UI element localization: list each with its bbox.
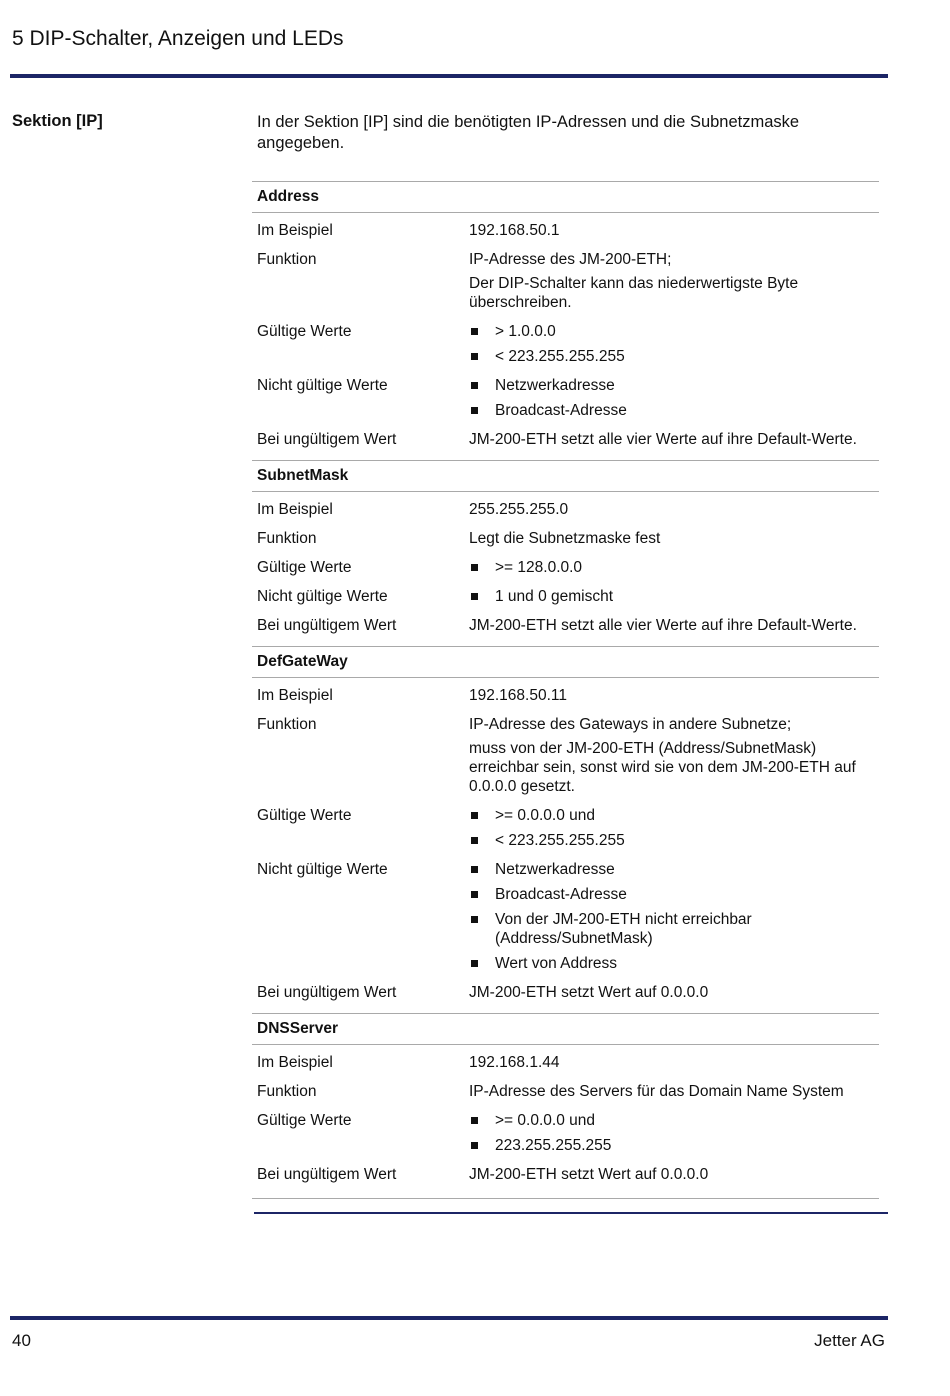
parameter-row	[252, 496, 879, 525]
parameter-row-label: Nicht gültige Werte	[257, 588, 388, 605]
parameter-row-label: Bei ungültigem Wert	[257, 1166, 397, 1183]
parameter-row	[252, 525, 879, 554]
parameter-row-label: Nicht gültige Werte	[257, 861, 388, 878]
parameter-row	[252, 856, 879, 979]
parameter-row-value	[469, 1111, 879, 1155]
parameter-row	[252, 612, 879, 641]
bullet-text: >= 0.0.0.0 und	[495, 1112, 595, 1129]
page-number: 40	[12, 1331, 31, 1350]
parameter-group-title: SubnetMask	[252, 460, 879, 492]
parameter-row	[252, 217, 879, 246]
parameter-row-value	[469, 1082, 879, 1101]
square-bullet-icon	[471, 866, 478, 873]
bullet-item	[469, 910, 879, 948]
bullet-item	[469, 401, 879, 420]
parameter-row-label: Funktion	[257, 251, 317, 268]
parameter-row	[252, 554, 879, 583]
square-bullet-icon	[471, 564, 478, 571]
parameter-group-title: DNSServer	[252, 1013, 879, 1045]
parameter-row-value	[469, 616, 879, 635]
parameter-row	[252, 979, 879, 1008]
bullet-item	[469, 831, 879, 850]
parameter-row-value	[469, 1053, 879, 1072]
parameter-row-label: Funktion	[257, 716, 317, 733]
parameter-row-label: Funktion	[257, 530, 317, 547]
square-bullet-icon	[471, 812, 478, 819]
section-label: Sektion [IP]	[12, 112, 103, 130]
parameter-row-label: Nicht gültige Werte	[257, 377, 388, 394]
value-paragraph: JM-200-ETH setzt Wert auf 0.0.0.0	[469, 984, 709, 1001]
value-paragraph: 255.255.255.0	[469, 501, 569, 518]
parameter-row-label: Im Beispiel	[257, 687, 333, 704]
parameter-row	[252, 1107, 879, 1161]
bullet-text: Broadcast-Adresse	[495, 402, 627, 419]
parameter-row	[252, 372, 879, 426]
parameter-row	[252, 1161, 879, 1190]
footer-divider	[10, 1316, 888, 1320]
parameter-row-value	[469, 558, 879, 577]
parameter-table	[252, 181, 879, 1195]
value-paragraph: 192.168.50.1	[469, 222, 560, 239]
bullet-text: 223.255.255.255	[495, 1137, 612, 1154]
parameter-row-value	[469, 322, 879, 366]
bullet-item	[469, 806, 879, 825]
parameter-row-label: Bei ungültigem Wert	[257, 984, 397, 1001]
parameter-row-label: Gültige Werte	[257, 807, 352, 824]
bullet-text: Wert von Address	[495, 955, 618, 972]
parameter-group-body	[252, 492, 879, 646]
parameter-row-value	[469, 715, 879, 796]
parameter-group-title: DefGateWay	[252, 646, 879, 678]
bullet-item	[469, 322, 879, 341]
table-bottom-border	[252, 1198, 879, 1199]
square-bullet-icon	[471, 837, 478, 844]
parameter-row-value	[469, 221, 879, 240]
value-paragraph: JM-200-ETH setzt alle vier Werte auf ihre Default-Werte.	[469, 617, 857, 634]
square-bullet-icon	[471, 407, 478, 414]
parameter-row-value	[469, 860, 879, 973]
parameter-row-label: Im Beispiel	[257, 1054, 333, 1071]
parameter-row	[252, 426, 879, 455]
parameter-row	[252, 711, 879, 802]
value-paragraph: IP-Adresse des JM-200-ETH;	[469, 251, 672, 268]
bullet-text: >= 0.0.0.0 und	[495, 807, 595, 824]
parameter-group-title: Address	[252, 181, 879, 213]
bullet-item	[469, 1111, 879, 1130]
parameter-row-value	[469, 587, 879, 606]
value-paragraph: muss von der JM-200-ETH (Address/SubnetMask) erreichbar sein, sonst wird sie von dem JM-200-ETH auf 0.0.0.0 gesetzt.	[469, 740, 856, 795]
parameter-row-value	[469, 430, 879, 449]
parameter-group-body	[252, 678, 879, 1013]
parameter-row-label: Im Beispiel	[257, 222, 333, 239]
parameter-row-label: Im Beispiel	[257, 501, 333, 518]
bullet-text: Netzwerkadresse	[495, 861, 615, 878]
bullet-item	[469, 1136, 879, 1155]
parameter-row-value	[469, 250, 879, 312]
bullet-item	[469, 885, 879, 904]
value-paragraph: 192.168.50.11	[469, 687, 567, 704]
square-bullet-icon	[471, 960, 478, 967]
bullet-item	[469, 587, 879, 606]
parameter-row-label: Bei ungültigem Wert	[257, 431, 397, 448]
square-bullet-icon	[471, 891, 478, 898]
parameter-row-value	[469, 376, 879, 420]
parameter-row	[252, 246, 879, 318]
value-paragraph: IP-Adresse des Servers für das Domain Name System	[469, 1083, 844, 1100]
value-paragraph: JM-200-ETH setzt Wert auf 0.0.0.0	[469, 1166, 709, 1183]
value-paragraph: JM-200-ETH setzt alle vier Werte auf ihre Default-Werte.	[469, 431, 857, 448]
parameter-row-value	[469, 529, 879, 548]
parameter-row-value	[469, 686, 879, 705]
parameter-row	[252, 682, 879, 711]
bullet-item	[469, 954, 879, 973]
bullet-text: > 1.0.0.0	[495, 323, 556, 340]
bullet-text: Broadcast-Adresse	[495, 886, 627, 903]
square-bullet-icon	[471, 1142, 478, 1149]
square-bullet-icon	[471, 353, 478, 360]
square-bullet-icon	[471, 593, 478, 600]
parameter-row-value	[469, 983, 879, 1002]
parameter-row-label: Bei ungültigem Wert	[257, 617, 397, 634]
chapter-title: 5 DIP-Schalter, Anzeigen und LEDs	[12, 27, 344, 50]
parameter-group-body	[252, 213, 879, 460]
parameter-group-body	[252, 1045, 879, 1195]
parameter-row	[252, 318, 879, 372]
company-name: Jetter AG	[814, 1331, 885, 1350]
section-intro: In der Sektion [IP] sind die benötigten IP-Adressen und die Subnetzmaske angegeben.	[257, 113, 800, 152]
bullet-text: < 223.255.255.255	[495, 348, 625, 365]
parameter-row-value	[469, 1165, 879, 1184]
parameter-row	[252, 583, 879, 612]
bullet-item	[469, 860, 879, 879]
parameter-row-label: Gültige Werte	[257, 323, 352, 340]
parameter-row-label: Gültige Werte	[257, 1112, 352, 1129]
square-bullet-icon	[471, 916, 478, 923]
bullet-item	[469, 558, 879, 577]
value-paragraph: 192.168.1.44	[469, 1054, 560, 1071]
bullet-text: >= 128.0.0.0	[495, 559, 583, 576]
value-paragraph: IP-Adresse des Gateways in andere Subnetze;	[469, 716, 792, 733]
square-bullet-icon	[471, 1117, 478, 1124]
value-paragraph: Der DIP-Schalter kann das niederwertigste Byte überschreiben.	[469, 275, 799, 311]
parameter-row-label: Gültige Werte	[257, 559, 352, 576]
parameter-row	[252, 802, 879, 856]
square-bullet-icon	[471, 382, 478, 389]
parameter-row-value	[469, 806, 879, 850]
parameter-row-label: Funktion	[257, 1083, 317, 1100]
bullet-text: 1 und 0 gemischt	[495, 588, 614, 605]
bullet-item	[469, 376, 879, 395]
bullet-text: < 223.255.255.255	[495, 832, 625, 849]
bullet-text: Netzwerkadresse	[495, 377, 615, 394]
section-end-divider	[254, 1212, 888, 1214]
bullet-item	[469, 347, 879, 366]
square-bullet-icon	[471, 328, 478, 335]
parameter-row	[252, 1078, 879, 1107]
parameter-row	[252, 1049, 879, 1078]
bullet-text: Von der JM-200-ETH nicht erreichbar (Address/SubnetMask)	[495, 911, 752, 947]
parameter-row-value	[469, 500, 879, 519]
header-divider	[10, 74, 888, 78]
value-paragraph: Legt die Subnetzmaske fest	[469, 530, 661, 547]
